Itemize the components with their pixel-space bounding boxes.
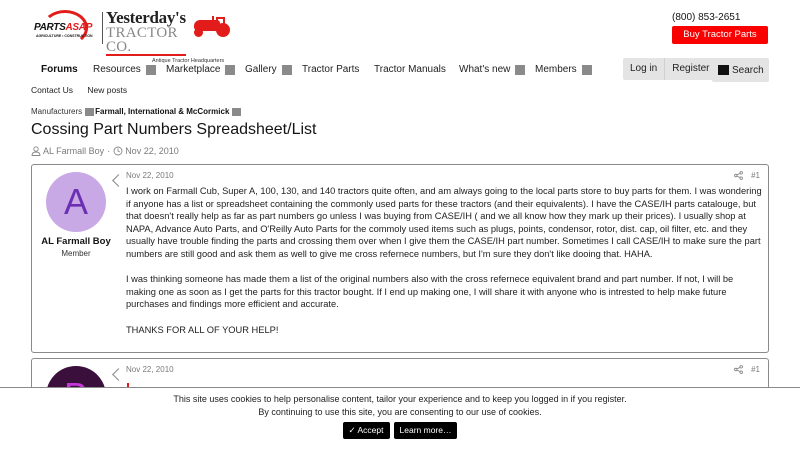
share-icon[interactable]	[734, 365, 743, 374]
cookie-notice-line1: This site uses cookies to help personalise content, tailor your experience and to keep you logged in if you register.	[173, 394, 627, 404]
register-button[interactable]: Register	[664, 58, 716, 80]
avatar[interactable]: A	[46, 172, 106, 232]
post-body: I work on Farmall Cub, Super A, 100, 130, and 140 tractors quite often, and am always going to the local parts store to buy parts for them. I was wondering if anyone has a list or spreadsheet containing the commonly used parts for these tractors (and their equivalents). I have the CASE/IH parts catalouge, but that doesn't really help as far as part numbers go unless I was buying from CASE/IH ( and we all know how they mark up their prices). I usually shop at NAPA, Advance Auto Parts, and O'Reilly Auto Parts for the commoly used items such as plugs, points, condensor, rotor, dist. cap, oil filter, etc. and they usually have trouble finding the parts and crossing them over when I give them the CASE/IH part number. Sometimes I call CASE/IH to make sure the part numbers are still good and ask them as well to give me cross refernece numbers, but I'm sure they don't like dooing that. HAHA. I was thinking someone has made them a list of the original numbers also with the cross refernece equivalent brand and part number. If not, I will be making one as soon as I get the parts for this tractor bought. If I end up making one, I will share it with anyone who is intrested to help make future purchases and findings more efficient and accurate. THANKS FOR ALL OF YOUR HELP!	[126, 186, 762, 335]
username[interactable]: AL Farmall Boy	[41, 236, 111, 247]
dropdown-icon[interactable]	[282, 65, 292, 75]
breadcrumb-manufacturers[interactable]: Manufacturers	[31, 107, 83, 116]
post-date[interactable]: Nov 22, 2010	[126, 171, 174, 180]
share-icon[interactable]	[734, 171, 743, 180]
cookie-banner	[0, 387, 800, 450]
clock-icon	[113, 146, 123, 156]
auth-buttons	[623, 58, 717, 80]
post-number[interactable]: #1	[751, 171, 760, 180]
thread-author[interactable]: AL Farmall Boy	[43, 146, 105, 156]
site-header	[0, 0, 800, 64]
nav-forums[interactable]: Forums	[41, 64, 78, 75]
dropdown-icon[interactable]	[582, 65, 592, 75]
user-icon	[31, 146, 41, 156]
nav-members[interactable]: Members	[535, 64, 592, 75]
nav-marketplace[interactable]: Marketplace	[166, 64, 235, 75]
dropdown-icon[interactable]	[515, 65, 525, 75]
buy-tractor-parts-button[interactable]: Buy Tractor Parts Here	[672, 26, 768, 44]
partsasap-logo[interactable]: PARTSASAP AGRICULTURE • CONSTRUCTION	[34, 10, 98, 46]
post-number[interactable]: #1	[751, 365, 760, 374]
tractor-icon	[192, 16, 230, 38]
breadcrumb-separator-icon	[85, 108, 94, 116]
sub-nav	[31, 85, 139, 95]
breadcrumb-separator-icon	[232, 108, 241, 116]
post-arrow	[112, 174, 125, 187]
learn-more-button[interactable]: Learn more…	[394, 422, 458, 439]
breadcrumb	[31, 107, 242, 116]
accept-cookies-button[interactable]: ✓ Accept	[343, 422, 390, 439]
subnav-contact-us[interactable]: Contact Us	[31, 85, 74, 95]
search-icon	[718, 65, 729, 75]
post-arrow	[112, 368, 125, 381]
search-button[interactable]: Search	[712, 58, 769, 82]
nav-gallery[interactable]: Gallery	[245, 64, 292, 75]
yesterdays-tractor-logo[interactable]: Yesterday's TRACTOR CO. Antique Tractor Headquarters	[106, 8, 225, 64]
thread-meta: AL Farmall Boy · Nov 22, 2010	[31, 146, 179, 156]
nav-tractor-manuals[interactable]: Tractor Manuals	[374, 64, 446, 75]
post-date[interactable]: Nov 22, 2010	[126, 365, 174, 374]
post	[31, 164, 769, 353]
subnav-new-posts[interactable]: New posts	[87, 85, 128, 95]
dropdown-icon[interactable]	[225, 65, 235, 75]
nav-tractor-parts[interactable]: Tractor Parts	[302, 64, 360, 75]
login-button[interactable]: Log in	[630, 63, 658, 74]
thread-date[interactable]: Nov 22, 2010	[125, 146, 179, 156]
nav-whats-new[interactable]: What's new	[459, 64, 525, 75]
logo-divider	[102, 12, 103, 44]
page-title: Cossing Part Numbers Spreadsheet/List	[31, 121, 317, 138]
breadcrumb-farmall[interactable]: Farmall, International & McCormick	[95, 107, 230, 116]
nav-resources[interactable]: Resources	[93, 64, 156, 75]
user-title: Member	[61, 249, 91, 258]
dropdown-icon[interactable]	[146, 65, 156, 75]
cookie-notice-line2: By continuing to use this site, you are consenting to our use of cookies.	[258, 407, 542, 417]
phone-number: (800) 853-2651	[672, 12, 741, 23]
